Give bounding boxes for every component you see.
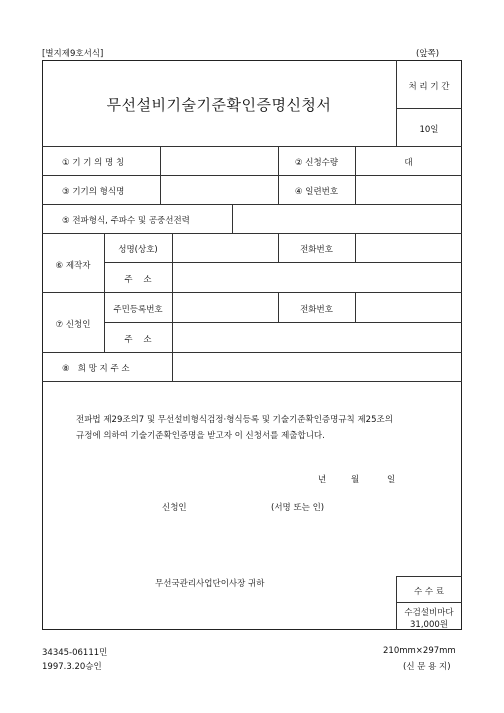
model-name-label: ③ 기기의 형식명 bbox=[62, 187, 125, 197]
manufacturer-label: ⑥ 제작자 bbox=[55, 261, 91, 271]
desired-address-label: ⑧ 희 망 지 주 소 bbox=[62, 364, 130, 374]
applicant-address-label: 주 소 bbox=[124, 335, 152, 345]
quantity-label: ② 신청수량 bbox=[294, 158, 339, 168]
processing-period-label: 처 리 기 간 bbox=[408, 82, 450, 92]
device-name-field[interactable] bbox=[161, 147, 277, 174]
signature-label: 신청인 bbox=[162, 503, 187, 513]
form-code: 34345-06111민 bbox=[42, 648, 108, 658]
signature-note: (서명 또는 인) bbox=[271, 503, 325, 513]
manufacturer-phone-label: 전화번호 bbox=[300, 245, 333, 255]
emission-spec-field[interactable] bbox=[233, 205, 461, 232]
recipient: 무선국관리사업단이사장 귀하 bbox=[155, 579, 265, 589]
processing-period-value: 10일 bbox=[419, 125, 439, 135]
manufacturer-name-label: 성명(상호) bbox=[118, 245, 158, 255]
date-day-label: 일 bbox=[387, 475, 396, 485]
fee-description: 수검설비마다 bbox=[404, 608, 454, 618]
divider bbox=[42, 381, 462, 382]
divider bbox=[396, 108, 462, 109]
serial-number-label: ④ 일련번호 bbox=[294, 187, 339, 197]
divider bbox=[396, 576, 462, 577]
form-title: 무선설비기술기준확인증명신청서 bbox=[106, 96, 332, 114]
fee-amount: 31,000원 bbox=[410, 620, 448, 630]
model-name-field[interactable] bbox=[161, 176, 277, 203]
applicant-phone-field[interactable] bbox=[356, 293, 461, 321]
resident-number-label: 주민등록번호 bbox=[113, 305, 163, 315]
paper-type: (신 문 용 지) bbox=[403, 662, 451, 672]
paper-size: 210mm×297mm bbox=[383, 646, 456, 656]
date-month-label: 월 bbox=[351, 475, 360, 485]
manufacturer-address-label: 주 소 bbox=[124, 275, 152, 285]
manufacturer-phone-field[interactable] bbox=[356, 234, 461, 261]
page-side-label: (앞쪽) bbox=[416, 49, 440, 59]
desired-address-field[interactable] bbox=[173, 353, 461, 380]
statement-line-1: 전파법 제29조의7 및 무선설비형식검정·형식등록 및 기술기준확인증명규칙 제25조의 bbox=[76, 415, 393, 425]
manufacturer-name-field[interactable] bbox=[173, 234, 277, 261]
approval-date: 1997.3.20승인 bbox=[42, 662, 102, 672]
date-year-label: 년 bbox=[318, 475, 327, 485]
emission-spec-label: ⑤ 전파형식, 주파수 및 공중선전력 bbox=[62, 216, 190, 226]
device-name-label: ① 기 기 의 명 칭 bbox=[62, 158, 125, 168]
divider bbox=[396, 602, 462, 603]
form-number: [별지제9호서식] bbox=[42, 49, 104, 59]
applicant-address-field[interactable] bbox=[173, 323, 461, 351]
applicant-label: ⑦ 신청인 bbox=[55, 320, 91, 330]
statement-line-2: 규정에 의하여 기술기준확인증명을 받고자 이 신청서를 제출합니다. bbox=[76, 431, 325, 441]
resident-number-field[interactable] bbox=[173, 293, 277, 321]
serial-number-field[interactable] bbox=[356, 176, 461, 203]
applicant-phone-label: 전화번호 bbox=[300, 305, 333, 315]
fee-label: 수 수 료 bbox=[413, 587, 445, 597]
quantity-unit: 대 bbox=[404, 158, 413, 168]
manufacturer-address-field[interactable] bbox=[173, 263, 461, 291]
